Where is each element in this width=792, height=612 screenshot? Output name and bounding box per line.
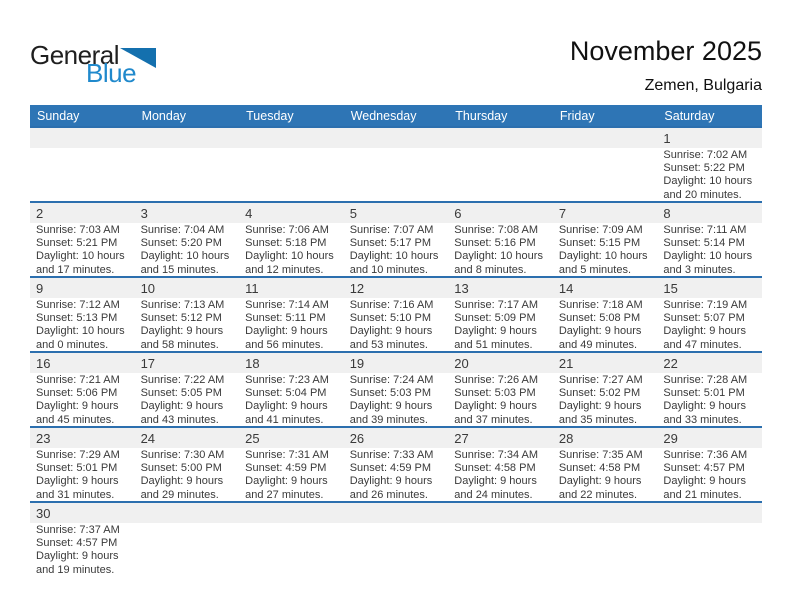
day-detail-line: Sunset: 5:05 PM (140, 387, 222, 400)
day-number: 19 (349, 355, 365, 371)
day-detail-line: Sunrise: 7:13 AM (140, 299, 225, 311)
day-number: 23 (36, 430, 51, 446)
day-cell (135, 298, 240, 352)
day-detail-line: and 43 minutes. (140, 413, 219, 426)
day-detail-line: Sunset: 5:18 PM (245, 237, 327, 250)
day-detail-line: Daylight: 9 hours (140, 325, 224, 338)
day-detail-line: Sunrise: 7:07 AM (349, 224, 434, 236)
day-detail-line: Sunset: 5:03 PM (349, 387, 432, 400)
day-detail-line: Sunrise: 7:17 AM (454, 299, 539, 311)
day-detail-line: and 29 minutes. (140, 488, 219, 501)
day-detail-line: Sunrise: 7:36 AM (663, 449, 748, 461)
day-cell (553, 223, 658, 277)
day-number: 24 (140, 430, 156, 446)
day-cell (657, 373, 762, 427)
day-detail-line: and 12 minutes. (245, 263, 324, 276)
day-detail-line: and 51 minutes. (454, 338, 533, 351)
day-detail-line: Sunset: 5:14 PM (663, 237, 745, 250)
empty-day-cell (448, 523, 553, 577)
day-detail-line: Sunset: 5:21 PM (36, 237, 118, 250)
empty-day-cell (657, 523, 762, 577)
day-detail-line: and 31 minutes. (36, 488, 115, 501)
day-number: 26 (349, 430, 365, 446)
day-number: 3 (140, 205, 148, 221)
day-cell (239, 298, 344, 352)
title-block (570, 36, 762, 95)
day-detail-line: Sunset: 5:20 PM (140, 237, 222, 250)
day-detail-line: and 49 minutes. (558, 338, 638, 351)
day-detail-line: Sunset: 5:03 PM (454, 387, 536, 400)
day-detail-line: and 20 minutes. (663, 188, 742, 201)
day-detail-line: and 58 minutes. (140, 338, 219, 351)
day-number: 21 (558, 355, 574, 371)
day-cell (553, 298, 658, 352)
day-detail-line: Sunrise: 7:19 AM (663, 299, 748, 311)
day-number: 28 (558, 430, 574, 446)
day-cell (657, 223, 762, 277)
day-detail-line: Sunrise: 7:31 AM (245, 449, 329, 461)
day-detail-line: Sunset: 5:09 PM (454, 312, 536, 325)
day-cell (448, 223, 553, 277)
day-number: 20 (454, 355, 469, 371)
day-number: 5 (349, 205, 357, 221)
day-detail-line: and 27 minutes. (245, 488, 324, 501)
day-detail-line: Sunset: 4:59 PM (245, 462, 327, 475)
day-detail-line: Sunset: 4:58 PM (558, 462, 641, 475)
logo-word-blue: Blue (86, 58, 137, 88)
day-number: 25 (245, 430, 260, 446)
day-detail-line: Daylight: 9 hours (558, 400, 642, 413)
day-detail-line: Sunset: 5:17 PM (349, 237, 432, 250)
day-detail-line: Sunrise: 7:23 AM (245, 374, 329, 386)
day-detail-line: Sunset: 5:01 PM (36, 462, 118, 475)
empty-day-cell (553, 148, 658, 202)
day-detail-line: Sunrise: 7:16 AM (349, 299, 434, 311)
day-number: 4 (245, 205, 253, 221)
day-detail-line: Daylight: 9 hours (245, 400, 328, 413)
day-detail-line: Sunset: 5:16 PM (454, 237, 536, 250)
day-detail-line: Sunset: 5:01 PM (663, 387, 745, 400)
day-cell (30, 298, 135, 352)
empty-day-cell (135, 523, 240, 577)
empty-day-cell (448, 148, 553, 202)
day-cell (657, 448, 762, 502)
empty-day-cell (553, 523, 658, 577)
weekday-label-monday: Monday (141, 108, 187, 123)
day-detail-line: Sunset: 5:12 PM (140, 312, 222, 325)
day-detail-line: Daylight: 9 hours (349, 400, 433, 413)
day-cell (344, 373, 449, 427)
day-detail-line: Sunset: 5:04 PM (245, 387, 327, 400)
empty-day-cell (135, 148, 240, 202)
day-number: 18 (245, 355, 260, 371)
day-detail-line: Sunset: 5:11 PM (245, 312, 326, 325)
day-detail-line: Sunset: 5:22 PM (663, 162, 745, 175)
day-detail-line: and 56 minutes. (245, 338, 324, 351)
day-detail-line: Sunset: 5:15 PM (558, 237, 641, 250)
day-detail-line: Daylight: 9 hours (663, 400, 746, 413)
day-detail-line: Daylight: 9 hours (36, 550, 119, 563)
day-detail-line: Daylight: 9 hours (140, 475, 224, 488)
day-number: 2 (36, 205, 44, 221)
day-detail-line: Daylight: 9 hours (454, 400, 537, 413)
weekday-label-wednesday: Wednesday (350, 108, 417, 123)
day-detail-line: Sunset: 5:07 PM (663, 312, 745, 325)
day-detail-line: Daylight: 10 hours (140, 250, 230, 263)
day-detail-line: Sunrise: 7:02 AM (663, 149, 748, 161)
week-row-6 (30, 501, 762, 576)
weekday-header-row (30, 105, 762, 126)
day-cell (30, 223, 135, 277)
day-cell (30, 523, 135, 577)
day-detail-line: and 41 minutes. (245, 413, 324, 426)
day-detail-line: and 47 minutes. (663, 338, 742, 351)
day-details-band (30, 148, 762, 201)
general-blue-logo (30, 40, 170, 88)
day-detail-line: Daylight: 10 hours (36, 325, 125, 338)
day-detail-line: Sunset: 5:02 PM (558, 387, 641, 400)
day-detail-line: Sunrise: 7:34 AM (454, 449, 539, 461)
day-detail-line: Sunrise: 7:09 AM (558, 224, 643, 236)
day-detail-line: and 37 minutes. (454, 413, 533, 426)
day-detail-line: Daylight: 9 hours (454, 325, 537, 338)
weekday-label-friday: Friday (559, 108, 595, 123)
day-detail-line: Daylight: 10 hours (349, 250, 439, 263)
day-detail-line: and 26 minutes. (349, 488, 428, 501)
day-number: 7 (558, 205, 567, 221)
day-cell (344, 223, 449, 277)
day-detail-line: Sunrise: 7:29 AM (36, 449, 120, 461)
day-detail-line: Sunrise: 7:30 AM (140, 449, 225, 461)
day-detail-line: and 33 minutes. (663, 413, 742, 426)
day-cell (553, 373, 658, 427)
day-detail-line: Daylight: 9 hours (558, 475, 642, 488)
day-detail-line: Daylight: 9 hours (36, 400, 119, 413)
day-details-band (30, 298, 762, 351)
day-number: 27 (454, 430, 469, 446)
day-details-band (30, 373, 762, 426)
day-number: 11 (245, 280, 259, 296)
page-title: November 2025 (569, 36, 762, 66)
day-detail-line: Sunrise: 7:08 AM (454, 224, 539, 236)
day-detail-line: Sunrise: 7:04 AM (140, 224, 225, 236)
day-number-band (30, 278, 762, 298)
day-detail-line: Daylight: 10 hours (245, 250, 334, 263)
day-detail-line: and 19 minutes. (36, 563, 115, 576)
day-detail-line: Daylight: 10 hours (663, 250, 753, 263)
day-detail-line: Daylight: 9 hours (349, 475, 433, 488)
weekday-label-sunday: Sunday (37, 108, 80, 123)
day-detail-line: and 15 minutes. (140, 263, 219, 276)
day-number: 9 (36, 280, 44, 296)
day-detail-line: Sunrise: 7:06 AM (245, 224, 329, 236)
day-detail-line: Sunrise: 7:26 AM (454, 374, 539, 386)
day-number: 16 (36, 355, 51, 371)
day-number-band (30, 428, 762, 448)
day-number: 1 (663, 130, 671, 146)
day-detail-line: Daylight: 10 hours (558, 250, 648, 263)
calendar-grid (30, 105, 762, 576)
day-detail-line: Daylight: 9 hours (140, 400, 224, 413)
day-detail-line: Sunrise: 7:03 AM (36, 224, 120, 236)
day-detail-line: and 10 minutes. (349, 263, 428, 276)
day-number: 22 (663, 355, 678, 371)
day-detail-line: Daylight: 9 hours (349, 325, 433, 338)
day-detail-line: Daylight: 9 hours (663, 475, 746, 488)
day-detail-line: Sunrise: 7:27 AM (558, 374, 643, 386)
day-detail-line: and 45 minutes. (36, 413, 115, 426)
day-detail-line: Daylight: 9 hours (245, 325, 328, 338)
day-cell (30, 448, 135, 502)
day-detail-line: Daylight: 9 hours (558, 325, 642, 338)
day-detail-line: Sunset: 4:57 PM (663, 462, 745, 475)
day-number-band (30, 128, 762, 148)
day-detail-line: Sunrise: 7:22 AM (140, 374, 225, 386)
day-number-band (30, 203, 762, 223)
day-detail-line: and 8 minutes. (454, 263, 527, 276)
day-cell (239, 223, 344, 277)
day-detail-line: Sunrise: 7:35 AM (558, 449, 643, 461)
day-detail-line: Sunset: 5:10 PM (349, 312, 432, 325)
day-detail-line: Sunrise: 7:33 AM (349, 449, 434, 461)
day-detail-line: and 21 minutes. (663, 488, 742, 501)
logo-word-general: General (30, 40, 119, 70)
day-details-band (30, 523, 762, 576)
day-detail-line: Sunset: 5:08 PM (558, 312, 641, 325)
day-detail-line: Sunset: 4:59 PM (349, 462, 432, 475)
day-detail-line: Sunrise: 7:24 AM (349, 374, 434, 386)
day-cell (344, 298, 449, 352)
day-number: 6 (454, 205, 462, 221)
day-detail-line: Sunset: 4:58 PM (454, 462, 536, 475)
day-detail-line: Sunset: 5:06 PM (36, 387, 118, 400)
day-number-band (30, 503, 762, 523)
day-detail-line: Sunrise: 7:12 AM (36, 299, 120, 311)
day-cell (448, 373, 553, 427)
day-cell (657, 298, 762, 352)
day-detail-line: and 53 minutes. (349, 338, 428, 351)
day-detail-line: and 24 minutes. (454, 488, 533, 501)
day-cell (553, 448, 658, 502)
day-detail-line: Daylight: 10 hours (36, 250, 125, 263)
day-detail-line: and 0 minutes. (36, 338, 109, 351)
day-number: 8 (663, 205, 671, 221)
week-row-3 (30, 276, 762, 351)
day-cell (448, 298, 553, 352)
day-details-band (30, 223, 762, 276)
day-detail-line: Sunrise: 7:11 AM (663, 224, 747, 236)
day-details-band (30, 448, 762, 501)
day-detail-line: Sunrise: 7:18 AM (558, 299, 643, 311)
week-row-4 (30, 351, 762, 426)
day-detail-line: Daylight: 9 hours (454, 475, 537, 488)
empty-day-cell (30, 148, 135, 202)
day-detail-line: Daylight: 9 hours (245, 475, 328, 488)
page-subtitle: Zemen, Bulgaria (644, 77, 762, 94)
weekday-label-thursday: Thursday (455, 108, 508, 123)
week-row-5 (30, 426, 762, 501)
day-cell (30, 373, 135, 427)
day-cell (135, 373, 240, 427)
day-detail-line: and 35 minutes. (558, 413, 638, 426)
day-detail-line: Daylight: 9 hours (663, 325, 746, 338)
day-detail-line: and 39 minutes. (349, 413, 428, 426)
day-detail-line: and 3 minutes. (663, 263, 736, 276)
day-number: 29 (663, 430, 678, 446)
day-cell (448, 448, 553, 502)
empty-day-cell (239, 148, 344, 202)
day-detail-line: Sunrise: 7:37 AM (36, 524, 120, 536)
day-number: 12 (349, 280, 365, 296)
day-number: 13 (454, 280, 469, 296)
weekday-label-saturday: Saturday (664, 108, 715, 123)
day-detail-line: and 22 minutes. (558, 488, 638, 501)
day-number: 14 (558, 280, 574, 296)
day-cell (344, 448, 449, 502)
day-detail-line: Daylight: 10 hours (663, 175, 753, 188)
day-detail-line: Sunrise: 7:28 AM (663, 374, 748, 386)
day-detail-line: Daylight: 9 hours (36, 475, 119, 488)
day-cell (239, 448, 344, 502)
day-cell (135, 448, 240, 502)
day-detail-line: Daylight: 10 hours (454, 250, 543, 263)
day-cell (657, 148, 762, 202)
day-number: 30 (36, 505, 51, 521)
day-number-band (30, 353, 762, 373)
day-detail-line: Sunrise: 7:21 AM (36, 374, 120, 386)
day-number: 15 (663, 280, 678, 296)
weekday-label-tuesday: Tuesday (246, 108, 294, 123)
day-detail-line: Sunset: 4:57 PM (36, 537, 118, 550)
empty-day-cell (344, 148, 449, 202)
day-detail-line: Sunset: 5:13 PM (36, 312, 118, 325)
empty-day-cell (344, 523, 449, 577)
day-cell (135, 223, 240, 277)
day-cell (239, 373, 344, 427)
week-row-1 (30, 126, 762, 201)
day-detail-line: and 5 minutes. (558, 263, 631, 276)
day-detail-line: and 17 minutes. (36, 263, 115, 276)
day-number: 10 (140, 280, 156, 296)
day-detail-line: Sunrise: 7:14 AM (245, 299, 329, 311)
empty-day-cell (239, 523, 344, 577)
day-number: 17 (140, 355, 156, 371)
day-detail-line: Sunset: 5:00 PM (140, 462, 222, 475)
week-row-2 (30, 201, 762, 276)
